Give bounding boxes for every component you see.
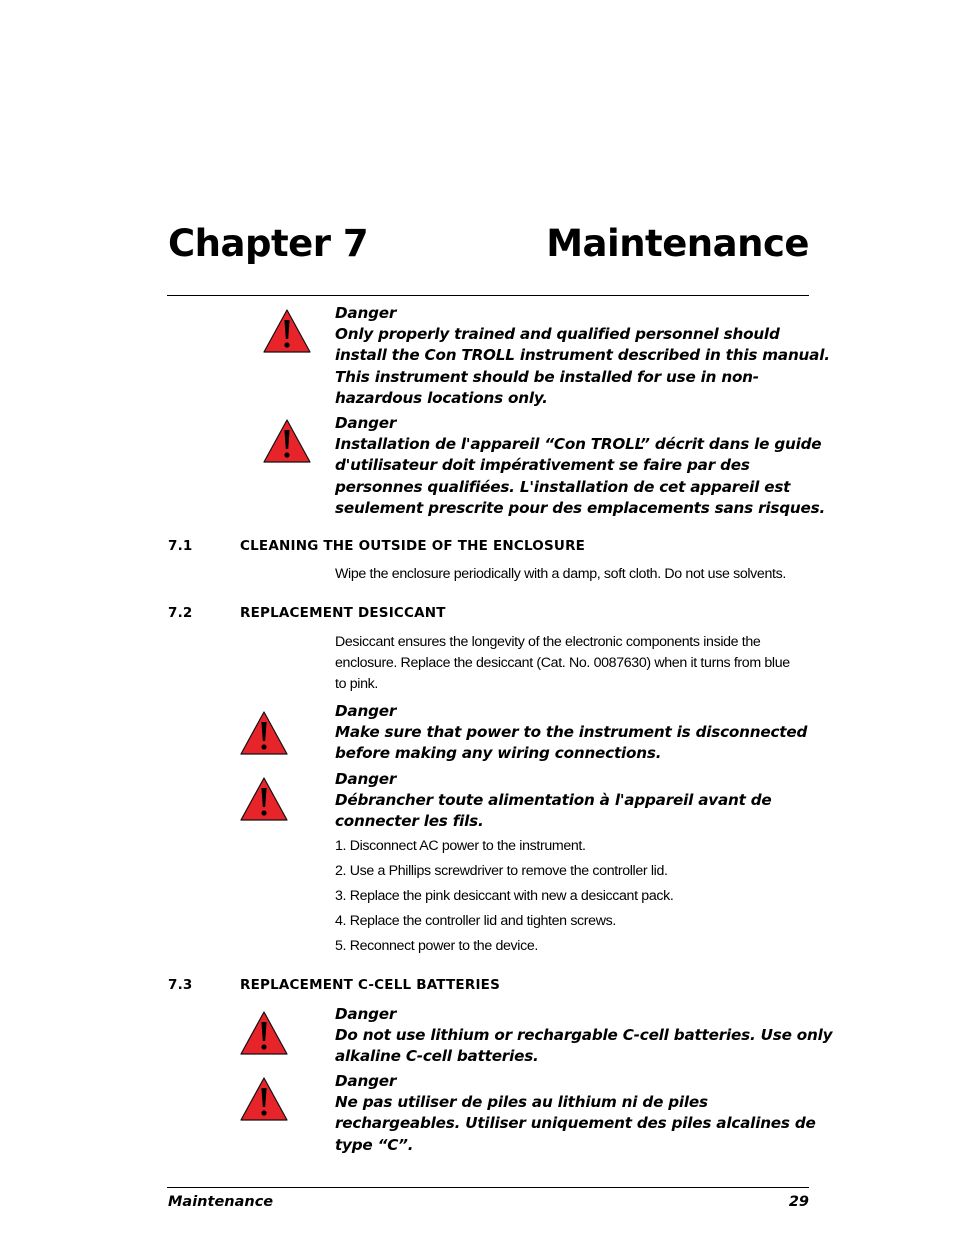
warning-line: Installation de l'appareil “Con TROLL” décrit dans le guide bbox=[335, 435, 822, 454]
chapter-title: Maintenance bbox=[546, 222, 809, 265]
warning-line: Make sure that power to the instrument is disconnected bbox=[335, 723, 808, 742]
section-number: 7.2 bbox=[168, 605, 193, 621]
warning-triangle-icon bbox=[239, 1076, 289, 1122]
section-title: REPLACEMENT C-CELL BATTERIES bbox=[240, 977, 501, 993]
warning-heading: Danger bbox=[335, 1072, 397, 1090]
warning-triangle-icon bbox=[239, 710, 289, 756]
body-line: Wipe the enclosure periodically with a damp, soft cloth. Do not use solvents. bbox=[335, 566, 786, 582]
warning-line: type “C”. bbox=[335, 1135, 414, 1154]
list-item: 5. Reconnect power to the device. bbox=[335, 938, 538, 954]
footer-rule bbox=[167, 1187, 809, 1188]
warning-line: This instrument should be installed for use in non- bbox=[335, 367, 759, 386]
body-line: enclosure. Replace the desiccant (Cat. No. 0087630) when it turns from blue bbox=[335, 655, 790, 671]
warning-line: d'utilisateur doit impérativement se faire par des bbox=[335, 456, 750, 475]
warning-heading: Danger bbox=[335, 1005, 397, 1023]
footer-chapter-name: Maintenance bbox=[168, 1194, 274, 1210]
warning-block bbox=[335, 303, 830, 409]
body-line: Desiccant ensures the longevity of the electronic components inside the bbox=[335, 634, 761, 650]
warning-triangle-icon bbox=[239, 1010, 289, 1056]
warning-heading: Danger bbox=[335, 304, 397, 322]
warning-heading: Danger bbox=[335, 414, 397, 432]
section-heading bbox=[168, 538, 808, 558]
warning-line: connecter les fils. bbox=[335, 812, 484, 831]
procedure-steps bbox=[335, 834, 815, 959]
warning-line: hazardous locations only. bbox=[335, 388, 548, 407]
body-line: to pink. bbox=[335, 676, 378, 692]
warning-triangle-icon bbox=[262, 308, 312, 354]
chapter-label: Chapter 7 bbox=[168, 222, 369, 265]
header-rule bbox=[167, 295, 809, 296]
list-item: 4. Replace the controller lid and tighten screws. bbox=[335, 913, 616, 929]
warning-line: personnes qualifiées. L'installation de cet appareil est bbox=[335, 477, 791, 496]
warning-heading: Danger bbox=[335, 702, 397, 720]
warning-block bbox=[335, 701, 815, 765]
warning-triangle-icon bbox=[239, 776, 289, 822]
section-heading bbox=[168, 977, 808, 997]
list-item: 1. Disconnect AC power to the instrument. bbox=[335, 838, 586, 854]
warning-line: install the Con TROLL instrument described in this manual. bbox=[335, 346, 830, 365]
section-number: 7.1 bbox=[168, 538, 193, 554]
warning-line: before making any wiring connections. bbox=[335, 744, 662, 763]
warning-line: Only properly trained and qualified personnel should bbox=[335, 325, 780, 344]
warning-block bbox=[335, 413, 826, 519]
list-item: 3. Replace the pink desiccant with new a desiccant pack. bbox=[335, 888, 674, 904]
warning-triangle-icon bbox=[262, 418, 312, 464]
section-title: REPLACEMENT DESICCANT bbox=[240, 605, 446, 621]
warning-line: alkaline C-cell batteries. bbox=[335, 1047, 539, 1066]
warning-line: Ne pas utiliser de piles au lithium ni de piles bbox=[335, 1093, 708, 1112]
warning-block bbox=[335, 1004, 833, 1068]
warning-line: seulement prescrite pour des emplacements sans risques. bbox=[335, 498, 826, 517]
section-number: 7.3 bbox=[168, 977, 193, 993]
warning-line: rechargeables. Utiliser uniquement des piles alcalines de bbox=[335, 1114, 816, 1133]
warning-line: Débrancher toute alimentation à l'appareil avant de bbox=[335, 791, 772, 810]
chapter-heading bbox=[168, 222, 809, 272]
section-title: CLEANING THE OUTSIDE OF THE ENCLOSURE bbox=[240, 538, 586, 554]
warning-block bbox=[335, 769, 815, 833]
section-body bbox=[335, 632, 815, 695]
page-footer bbox=[168, 1194, 809, 1216]
page-number: 29 bbox=[788, 1194, 809, 1210]
warning-line: Do not use lithium or rechargable C-cell batteries. Use only bbox=[335, 1026, 833, 1045]
section-heading bbox=[168, 605, 808, 625]
warning-block bbox=[335, 1071, 815, 1156]
warning-heading: Danger bbox=[335, 770, 397, 788]
list-item: 2. Use a Phillips screwdriver to remove the controller lid. bbox=[335, 863, 668, 879]
section-body bbox=[335, 564, 815, 585]
